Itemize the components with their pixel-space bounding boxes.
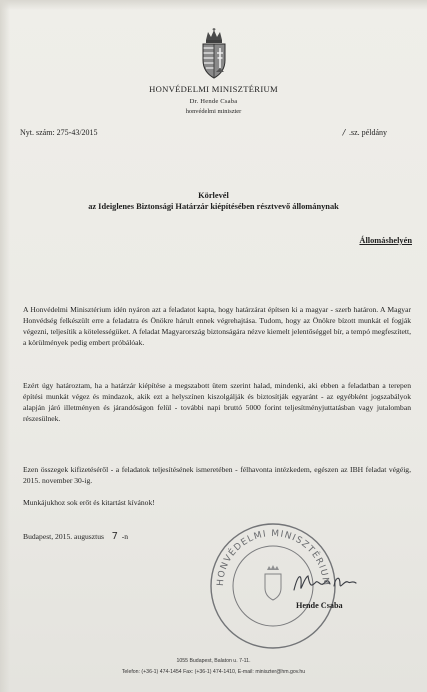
signer-name: Hende Csaba bbox=[296, 601, 343, 610]
svg-text:HONVÉDELMI MINISZTÉRIUM: HONVÉDELMI MINISZTÉRIUM bbox=[215, 528, 331, 587]
body-paragraph-2: Ezért úgy határoztam, ha a határzár kiépítése a megszabott ütem szerint halad, mindenki, aki ebben a feladatban a terepen építési munkát végez és mindazok, akik ezt a helyszínen kiszolgálják és biztosítják egyaránt - az egyébként jogszabályok alapján járó illetményen és járandóságon felül - további napi bruttó 5000 forint teljesítményjuttatásban vagy jutalomban részesülnek. bbox=[23, 381, 411, 423]
minister-title: honvédelmi miniszter bbox=[185, 108, 242, 115]
document-title: Körlevél bbox=[198, 191, 229, 200]
body-paragraph-4: Munkájukhoz sok erőt és kitartást kívánok! bbox=[23, 498, 155, 507]
date-day-handwritten: 7 bbox=[111, 531, 118, 542]
copy-number-label: .sz. példány bbox=[349, 128, 387, 137]
document-subtitle: az Ideiglenes Biztonsági Határzár kiépítésében résztvevő állománynak bbox=[88, 202, 339, 211]
addressee: Állomáshelyén bbox=[359, 236, 412, 245]
body-paragraph-1: A Honvédelmi Minisztérium idén nyáron azt a feladatot kapta, hogy határzárat építsen ki a magyar - szerb határon. A Magyar Honvédség felkészült erre a feladatra és Önökre hárult ennek végrehajtása. Tudom, hogy az Önökre bízott munkát el fogják végezni, teljesítik a kötelességüket. A feladat Magyarország biztonságára nézve kiemelt jelentőséggel bír, a tempó megfeszített, a körülmények pedig embert próbálóak. bbox=[23, 305, 411, 347]
hungarian-coat-of-arms-icon bbox=[197, 28, 231, 80]
minister-name: Dr. Hende Csaba bbox=[189, 98, 238, 105]
date-suffix: -n bbox=[121, 532, 129, 541]
copy-number bbox=[339, 128, 387, 137]
footer-address: 1055 Budapest, Balaton u. 7-11. bbox=[176, 658, 251, 664]
body-paragraph-3: Ezen összegek kifizetéséről - a feladatok teljesítésének ismeretében - félhavonta intézkedem, egészen az IBH feladat végéig, 2015. november 30-ig. bbox=[23, 465, 411, 485]
copy-number-handwritten: / bbox=[342, 128, 346, 137]
place-and-date bbox=[23, 531, 128, 542]
scan-shadow-top bbox=[0, 0, 427, 10]
reference-number: Nyt. szám: 275-43/2015 bbox=[20, 128, 98, 137]
ministry-name: HONVÉDELMI MINISZTÉRIUM bbox=[149, 84, 278, 94]
place-date-text: Budapest, 2015. augusztus bbox=[23, 532, 104, 541]
footer-contact: Telefon: (+36-1) 474-1454 Fax: (+36-1) 474-1410, E-mail: miniszter@hm.gov.hu bbox=[121, 669, 306, 675]
handwritten-signature bbox=[290, 568, 360, 598]
